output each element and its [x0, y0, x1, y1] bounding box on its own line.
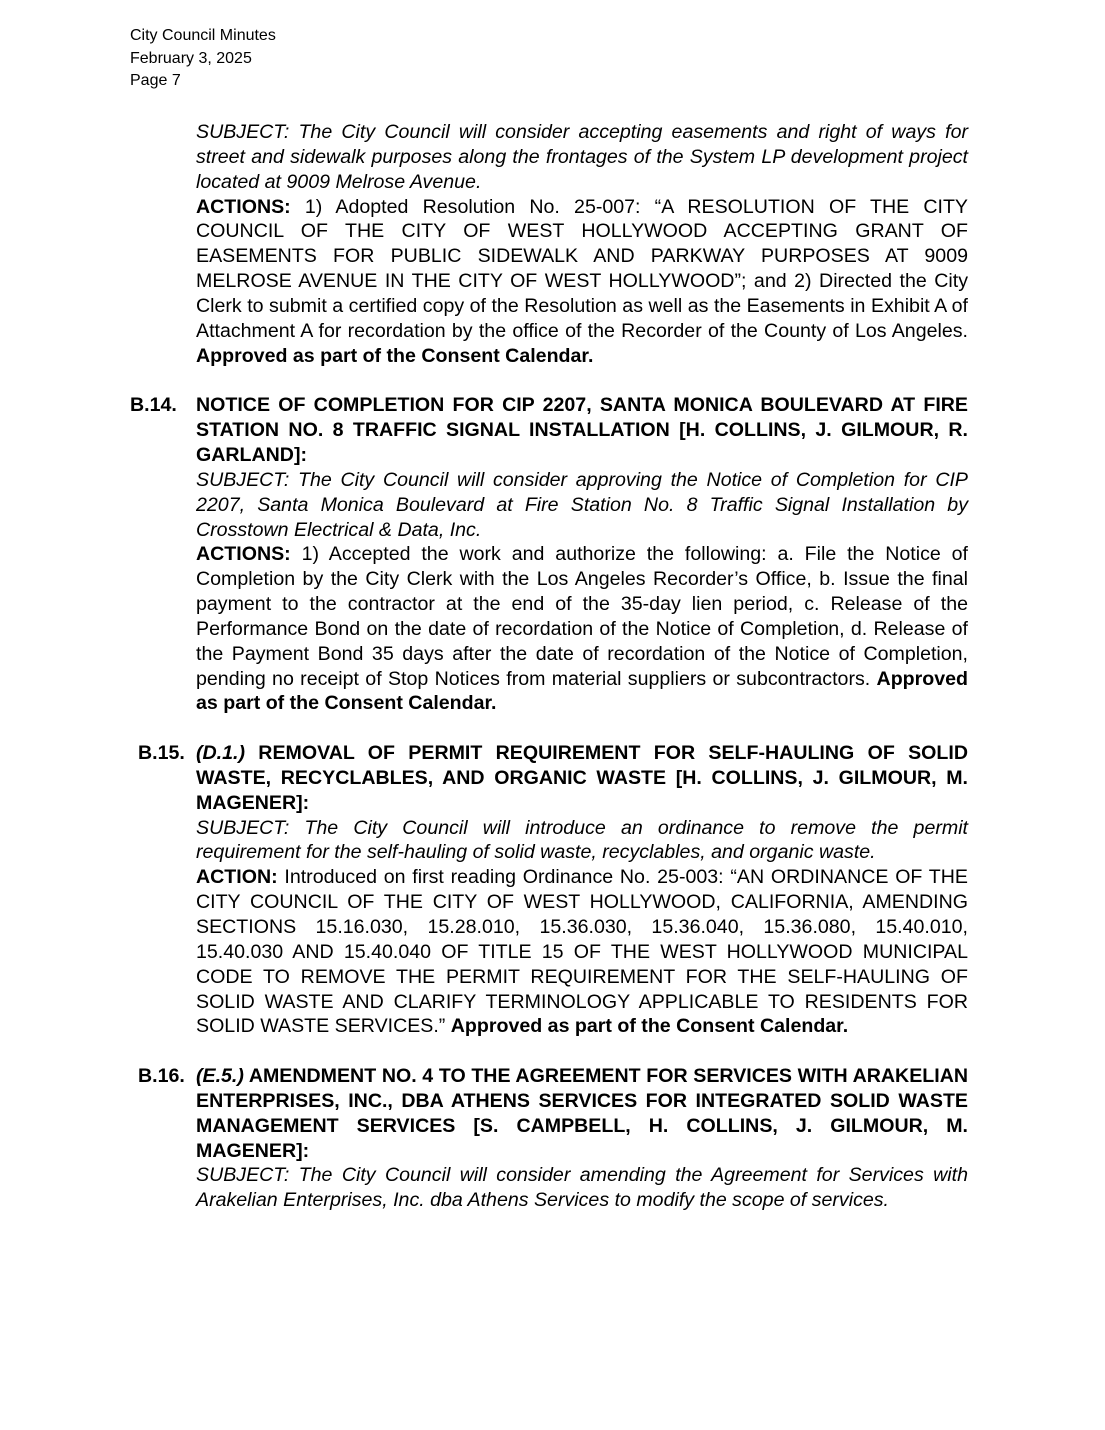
page-number: Page 7 — [130, 72, 181, 90]
item-actions — [196, 195, 968, 369]
item-subject: SUBJECT: The City Council will introduce an ordinance to remove the permit requirement for the self-hauling of solid waste, recyclables, and organic waste. — [196, 816, 968, 864]
actions-label: ACTIONS: — [196, 195, 291, 218]
meeting-date: February 3, 2025 — [130, 49, 252, 67]
item-title-text: AMENDMENT NO. 4 TO THE AGREEMENT FOR SERVICES WITH ARAKELIAN ENTERPRISES, INC., DBA ATHENS SERVICES FOR INTEGRATED SOLID WASTE MANAGEMENT SERVICES [S. CAMPBELL, H. COLLINS, J. GILMOUR, M. MAGENER]: — [196, 1065, 968, 1162]
item-title — [196, 1064, 968, 1163]
item-title: NOTICE OF COMPLETION FOR CIP 2207, SANTA MONICA BOULEVARD AT FIRE STATION NO. 8 TRAFFIC SIGNAL INSTALLATION [H. COLLINS, J. GILMOUR, R. GARLAND]: — [196, 394, 968, 466]
actions-text: 1) Accepted the work and authorize the following: a. File the Notice of Completion by the City Clerk with the Los Angeles Recorder’s Office, b. Issue the final payment to the contractor at the end of the 35-day lien period, c. Release of the Performance Bond on the date of recordation of the Notice of Completion, d. Release of the Payment Bond 35 days after the date of recordation of the Notice of Completion, pending no receipt of Stop Notices from material suppliers or subcontractors. — [196, 543, 968, 690]
approval-note: Approved as part of the Consent Calendar. — [196, 667, 968, 715]
agenda-item-b15 — [130, 741, 968, 1039]
item-reference: (E.5.) — [196, 1065, 244, 1088]
item-number: B.16. — [138, 1065, 185, 1088]
page-header — [130, 25, 276, 93]
item-subject: SUBJECT: The City Council will consider approving the Notice of Completion for CIP 2207, Santa Monica Boulevard at Fire Station No. 8 Traffic Signal Installation by Crosstown Electrical & Data, Inc. — [196, 468, 968, 541]
item-reference: (D.1.) — [196, 742, 245, 765]
item-title — [196, 741, 968, 816]
item-actions — [196, 542, 968, 716]
actions-label: ACTION: — [196, 866, 278, 889]
item-actions — [196, 865, 968, 1039]
approval-note: Approved as part of the Consent Calendar. — [196, 344, 594, 367]
actions-text: 1) Adopted Resolution No. 25-007: “A RESOLUTION OF THE CITY COUNCIL OF THE CITY OF WEST HOLLYWOOD ACCEPTING GRANT OF EASEMENTS FOR PUBLIC SIDEWALK AND PARKWAY PURPOSES AT 9009 MELROSE AVENUE IN THE CITY OF WEST HOLLYWOOD”; and 2) Directed the City Clerk to submit a certified copy of the Resolution as well as the Easements in Exhibit A of Attachment A for recordation by the office of the Recorder of the County of Los Angeles. — [196, 195, 968, 342]
item-number: B.15. — [138, 742, 185, 765]
actions-label: ACTIONS: — [196, 543, 291, 566]
item-subject: SUBJECT: The City Council will consider accepting easements and right of ways for street and sidewalk purposes along the frontages of the System LP development project located at 9009 Melrose Avenue. — [196, 121, 968, 193]
minutes-body — [130, 120, 968, 1213]
item-number: B.14. — [130, 394, 177, 417]
agenda-item-b16 — [130, 1064, 968, 1213]
document-title: City Council Minutes — [130, 27, 276, 44]
agenda-item-b14 — [130, 393, 968, 716]
approval-note: Approved as part of the Consent Calendar. — [450, 1015, 849, 1038]
item-title-text: REMOVAL OF PERMIT REQUIREMENT FOR SELF-HAULING OF SOLID WASTE, RECYCLABLES, AND ORGANIC WASTE [H. COLLINS, J. GILMOUR, M. MAGENER]: — [196, 742, 968, 814]
item-subject: SUBJECT: The City Council will consider amending the Agreement for Services with Arakelian Enterprises, Inc. dba Athens Services to modify the scope of services. — [196, 1164, 968, 1212]
actions-text: Introduced on first reading Ordinance No. 25-003: “AN ORDINANCE OF THE CITY COUNCIL OF THE CITY OF WEST HOLLYWOOD, CALIFORNIA, AMENDING SECTIONS 15.16.030, 15.28.010, 15.36.030, 15.36.040, 15.36.080, 15.40.010, 15.40.030 AND 15.40.040 OF TITLE 15 OF THE WEST HOLLYWOOD MUNICIPAL CODE TO REMOVE THE PERMIT REQUIREMENT FOR THE SELF-HAULING OF SOLID WASTE AND CLARIFY TERMINOLOGY APPLICABLE TO RESIDENTS FOR SOLID WASTE SERVICES.” — [196, 866, 968, 1038]
